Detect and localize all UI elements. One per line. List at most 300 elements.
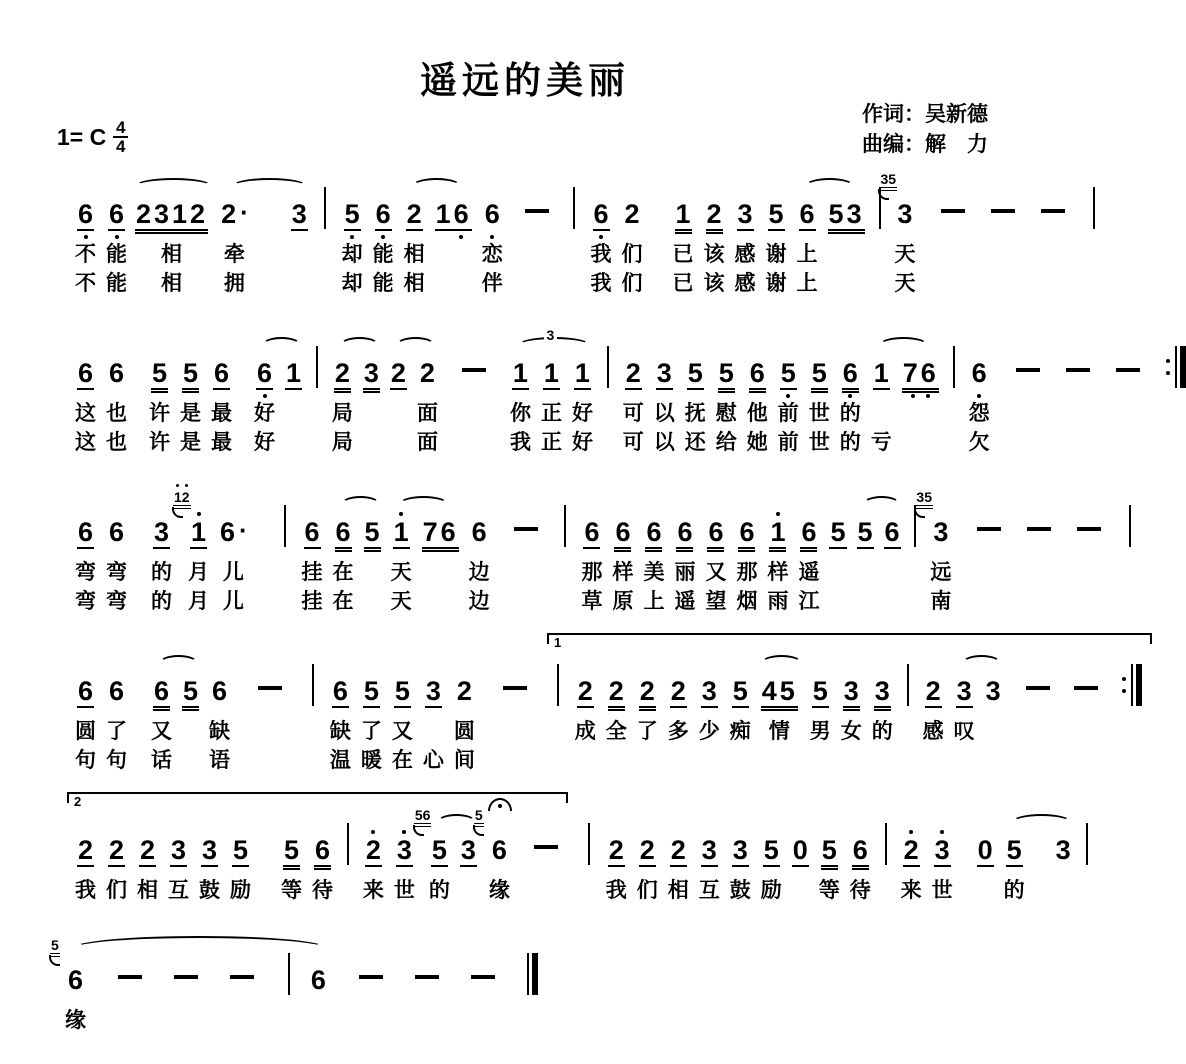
lyric-syllable [396,429,402,458]
note-digits: 6 [801,517,817,547]
lyric-syllable [1051,242,1057,271]
note [391,510,412,617]
slur [396,337,435,353]
lyric-syllable [529,995,535,1024]
lyric-syllable: 我 [590,243,612,266]
slur [341,496,380,512]
note [414,807,450,906]
note-digits: 6 [491,835,507,865]
note [673,192,694,299]
lyric-syllable [878,400,884,429]
note-digits: 3 [170,835,187,865]
lyric-syllable: 相 [403,272,425,295]
lyric-syllable: 世 [808,402,830,425]
barline [314,351,320,446]
note-digits: 6 [108,199,125,229]
lyric-syllable [582,747,588,776]
lyric-syllable: 给 [715,431,737,454]
lyric-syllable: 圆 [453,720,475,743]
note-digits: 3 [460,835,476,865]
note-digits: 2 [608,835,624,865]
lyric-syllable [1084,865,1090,894]
note [612,510,633,617]
lyric-syllable [1025,401,1031,430]
lyric-syllable: 又 [705,561,727,584]
music-system [75,474,1050,617]
lyric-syllable: 励 [230,879,251,902]
octave-dot [115,235,119,239]
note-digits: 1 [393,517,409,547]
composer-credit: 曲编：解 力 [862,133,988,156]
lyric-syllable [450,241,456,270]
note-digits: 2 [625,358,641,388]
note-digits: 76 [422,517,459,547]
lyric-syllable [817,747,823,776]
note [106,192,127,299]
note-digits: 6 [304,517,320,547]
lyric-syllable [706,747,712,776]
lyric-syllable: 世 [931,879,953,902]
octave-dot [786,394,790,398]
lyric-syllable: 能 [106,272,127,295]
lyric-syllable: 们 [636,879,658,902]
lyric-syllable: 许 [149,431,170,454]
note-digits: 5 [183,676,199,706]
notes-row [75,792,1071,906]
grace-hook [172,507,183,518]
duration-dash [941,192,965,271]
lyric-syllable: 感 [734,243,756,266]
note-digits: 6 [332,676,348,706]
note [482,192,503,299]
note [219,510,248,617]
lyric-syllable: 草 [581,590,603,613]
barline [286,958,292,1024]
note [798,510,819,617]
barline [905,669,911,764]
note-digits: 6 [677,517,693,547]
note [761,669,798,776]
lyric-syllable [571,229,577,258]
note-digits: 2 [365,835,381,865]
note-digits: 5 [687,358,703,388]
note-digits: 2 [419,358,435,388]
note-digits: 2 [624,199,640,229]
lyric-syllable [961,747,967,776]
note [704,192,725,299]
duration-dash [174,958,198,1008]
lyric-syllable: 我 [509,431,531,454]
lyric-syllable: 话 [151,749,172,772]
note [211,351,232,458]
slur [159,655,198,671]
duration-dash [1041,192,1065,271]
lyric-syllable [843,241,849,270]
lyric-syllable [930,747,936,776]
lyric-syllable: 们 [621,272,643,295]
lyric-syllable: 那 [736,561,758,584]
lyric-syllable: 儿 [222,561,244,584]
lyric-syllable: 还 [684,431,706,454]
lyric-syllable [990,747,996,776]
lyric-syllable: 却 [341,272,363,295]
lyric-syllable: 在 [391,749,413,772]
lyric-syllable [291,400,297,429]
lyric-syllable: 能 [372,243,394,266]
note-digits: 6 [314,835,331,865]
note-digits: 5 [363,676,379,706]
slur [399,496,448,512]
slur [340,337,379,353]
note-digits: 6 [471,517,487,547]
lyric-syllable: 丽 [674,561,696,584]
barline [562,510,568,605]
lyric-syllable: 这 [75,431,96,454]
lyric-syllable [1036,560,1042,589]
lyric-syllable: 亏 [870,431,892,454]
note-digits: 2 [925,676,941,706]
lyric-syllable: 天 [894,243,916,266]
lyric-syllable [883,865,889,894]
note [932,828,953,906]
slur [962,655,1001,671]
note-digits: 6 [971,358,987,388]
lyric-syllable: 她 [746,431,768,454]
lyric-syllable [877,258,883,287]
note-digits: 6 [884,517,900,547]
note-digits: 6 [484,199,500,229]
note-digits: 5 [1006,835,1022,865]
lyric-syllable: 弯 [106,561,127,584]
lyric-syllable: 好 [254,431,275,454]
slur [1012,814,1071,830]
lyric-syllable [368,429,374,458]
octave-dot [977,394,981,398]
note [1004,828,1025,906]
lyric-syllable: 上 [643,590,665,613]
lyric-syllable: 能 [372,272,394,295]
lyric-syllable [555,706,561,735]
lyric-syllable: 天 [390,590,412,613]
note-digits: 6 [615,517,631,547]
lyric-syllable: 前 [777,431,799,454]
lyric-syllable [543,849,549,878]
grace-note: 35 [915,490,933,509]
lyric-syllable [267,690,273,719]
duration-dash [1077,510,1101,589]
lyric-syllable: 缘 [488,879,510,902]
lyric-syllable: 叹 [953,720,975,743]
lyric-syllable: 伴 [481,272,503,295]
lyric-syllable: 可 [622,431,644,454]
barline [555,669,561,764]
note [850,828,871,906]
note [747,351,768,458]
lyric-syllable: 许 [149,402,170,425]
note-digits: 6 [77,358,94,388]
note-digits: 3 [732,835,748,865]
note [209,669,230,776]
note-digits: 6 [852,835,868,865]
lyric-syllable [562,547,568,576]
note-digits: 3 [656,358,672,388]
octave-dot [263,394,267,398]
lyric-syllable: 成 [574,720,596,743]
lyric-syllable [879,747,885,776]
lyric-syllable: 好 [571,431,593,454]
lyric-syllable: 上 [796,272,818,295]
note-digits: 3 [933,517,949,547]
note-digits: 6 [213,358,230,388]
lyric-syllable [737,747,743,776]
lyric-syllable [267,719,273,748]
duration-dash [514,510,538,589]
note [871,351,892,458]
note [199,828,220,906]
lyric-syllable: 雨 [767,590,789,613]
lyric-syllable [282,576,288,605]
tie [73,936,326,960]
note [819,828,840,906]
lyric-syllable [1001,242,1007,271]
lyric-syllable: 该 [703,243,725,266]
note-digits: 3 [425,676,441,706]
lyric-syllable: 我 [605,879,627,902]
note [423,669,444,776]
octave-dot [490,235,494,239]
note-digits: 1 [543,358,559,388]
note [342,192,363,299]
note-digits: 1 [770,517,786,547]
grace-note: 5 [50,938,60,957]
lyric-syllable: 在 [332,561,354,584]
lyric-syllable [917,400,923,429]
note [332,351,353,458]
note-digits: 3 [153,517,170,547]
lyric-syllable [1091,229,1097,258]
lyric-syllable: 来 [900,879,922,902]
note [135,192,208,299]
barline [1091,192,1097,287]
note [767,510,788,617]
lyric-syllable: 恋 [481,243,503,266]
note-digits: 2 [670,835,686,865]
note-digits: 1 [190,517,207,547]
augmentation-dot: · [239,515,248,545]
lyric-syllable: 相 [667,879,689,902]
note-digits: 5 [182,358,199,388]
duration-dash [118,958,142,1008]
note-digits: 0 [977,835,993,865]
note [606,669,627,776]
note [363,828,384,906]
note [674,510,695,617]
lyric-syllable: 弯 [75,590,96,613]
augmentation-dot: · [240,197,249,227]
lyric-syllable [848,747,854,776]
rest-note [977,828,994,906]
note-digits: 3 [291,199,307,229]
note [623,351,644,458]
lyric-syllable: 能 [106,243,127,266]
note [699,828,720,906]
note-digits: 6 [749,358,765,388]
final-barline [527,958,538,1024]
grace-note: 5 [474,808,484,827]
lyric-syllable [369,559,375,588]
lyric-syllable: 等 [818,879,840,902]
note-digits: 5 [812,676,828,706]
lyric-syllable: 的 [839,431,861,454]
lyric-syllable [286,995,292,1024]
lyric-syllable [917,429,923,458]
note-digits: 1 [675,199,691,229]
note [761,828,782,906]
lyric-syllable [512,690,518,719]
lyric-syllable: 感 [922,720,944,743]
lyric-syllable: 互 [168,879,189,902]
lyric-syllable [314,388,320,417]
note-digits: 6 [584,517,600,547]
note-digits: 5 [394,676,410,706]
lyric-syllable [430,718,436,747]
note-digits: 2 [139,835,156,865]
note-digits: 5 [768,199,784,229]
lyric-syllable: 边 [468,561,490,584]
note [220,192,249,299]
lyric-syllable: 间 [453,749,475,772]
lyric-syllable [877,229,883,258]
note-digits: 2 [77,835,94,865]
note-digits: 6 [799,199,815,229]
lyric-syllable [1127,547,1133,576]
lyric-syllable: 也 [106,402,127,425]
lyric-syllable: 又 [391,720,413,743]
note [75,510,96,617]
note-digits: 6 [256,358,273,388]
note-digits: 6 [108,358,125,388]
lyric-syllable [835,588,841,617]
note-digits: 5 [151,358,168,388]
lyric-syllable [310,706,316,735]
note [106,828,127,906]
lyric-syllable: 最 [211,402,232,425]
score [0,156,1071,1052]
key-signature-text: 1= C [57,123,107,150]
music-system [51,922,1050,1036]
note-digits: 5 [763,835,779,865]
note [106,510,127,617]
note [333,510,354,617]
note-digits: 3 [956,676,972,706]
lyric-syllable: 远 [930,561,952,584]
lyric-syllable [571,258,577,287]
octave-dot [381,235,385,239]
lyric-syllable: 弯 [106,590,127,613]
lyric-syllable [523,560,529,589]
note [75,351,96,458]
lyric-syllable: 的 [871,720,893,743]
barline [282,510,288,605]
note [392,669,413,776]
lyric-syllable [424,979,430,1008]
lyric-syllable: 局 [331,402,353,425]
lyric-syllable [315,1007,321,1036]
lyric-syllable [183,979,189,1008]
note-digits: 76 [902,358,939,388]
lyric-syllable: 缺 [329,720,351,743]
note [435,192,472,299]
lyric-syllable [239,979,245,1008]
octave-dot [350,235,354,239]
duration-dash [471,958,495,1008]
lyric-syllable: 儿 [222,590,244,613]
lyric-syllable [296,270,302,299]
lyric-syllable: 的 [428,879,450,902]
note [575,669,596,776]
barline [571,192,577,287]
lyric-syllable [471,401,477,430]
lyric-syllable [644,747,650,776]
lyric-syllable: 世 [808,431,830,454]
lyric-syllable: 谢 [765,243,787,266]
lyric-syllable: 天 [390,561,412,584]
note [716,351,737,458]
lyric-syllable [986,531,992,560]
lyric-syllable: 边 [468,590,490,613]
note [106,669,127,776]
note [182,669,199,776]
lyric-syllable [345,865,351,894]
lyric-syllable [862,588,868,617]
note-digits: 6 [108,517,125,547]
barline [1127,510,1133,605]
lyric-syllable [310,735,316,764]
note [75,669,96,776]
lyric-syllable [368,979,374,1008]
note-digits: 3 [874,676,890,706]
note [394,828,415,906]
lyric-syllable [296,241,302,270]
lyric-syllable [586,865,592,894]
lyric-syllable [562,576,568,605]
note-digits: 1 [286,358,302,388]
lyric-syllable: 这 [75,402,96,425]
lyric-syllable: 我 [75,879,96,902]
note-digits: 6 [153,676,170,706]
lyric-syllable: 了 [360,720,382,743]
note-digits: 5 [821,835,837,865]
lyric-syllable: 上 [796,243,818,266]
triplet-mark: 3 [544,327,558,343]
lyric-syllable: 以 [653,431,675,454]
lyric-syllable [1173,417,1179,446]
note [460,828,477,906]
lyric-syllable [951,213,957,242]
note-digits: 2 [221,199,237,229]
note [106,351,127,458]
lyric-syllable: 面 [416,431,438,454]
note [730,828,751,906]
note-digits: 6 [77,676,94,706]
lyric-syllable: 来 [362,879,384,902]
note-digits: 6 [310,965,326,995]
note [809,351,830,458]
note [735,192,756,299]
note-digits: 5 [344,199,360,229]
note-digits: 1 [873,358,889,388]
music-system [75,633,1050,776]
